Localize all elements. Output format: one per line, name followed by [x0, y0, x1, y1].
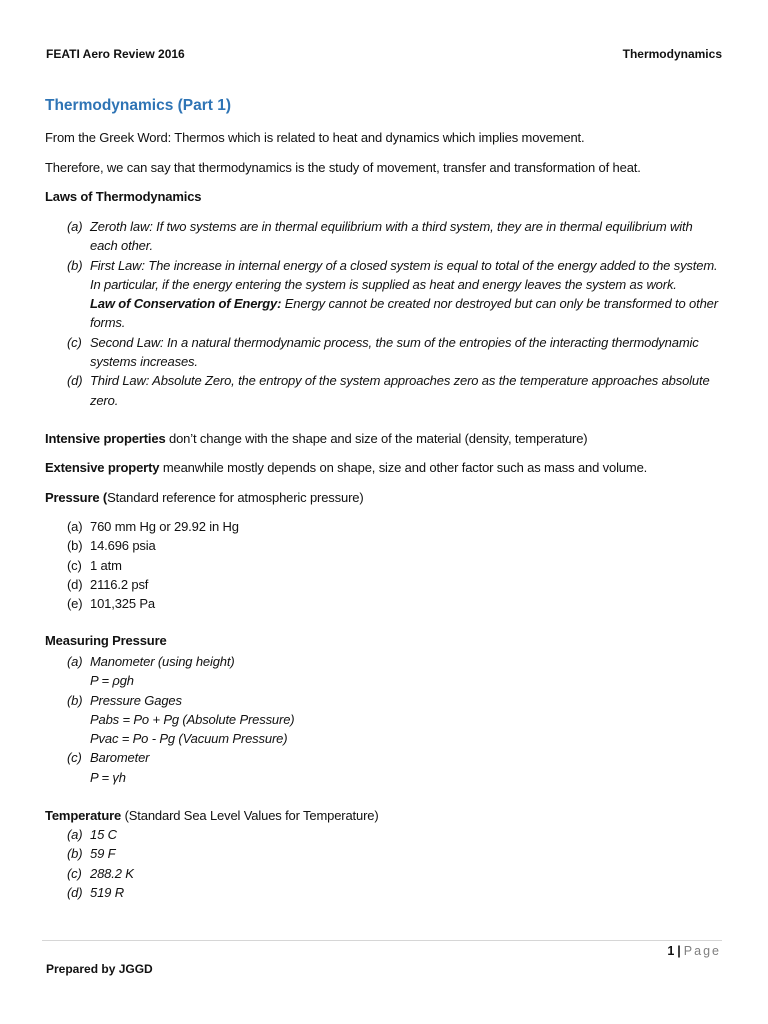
extensive-term: Extensive property: [45, 460, 160, 475]
footer-divider: [42, 940, 722, 941]
law-text: Zeroth law: If two systems are in thermal equilibrium with a third system, they are in thermal equilibrium with each other.: [90, 219, 693, 254]
list-item: [67, 536, 722, 555]
law-text: Second Law: In a natural thermodynamic process, the sum of the entropies of the interacting thermodynamic systems increases.: [90, 334, 699, 370]
page-number: [667, 944, 721, 958]
list-label: (b): [67, 846, 83, 862]
formula: P = γh: [90, 769, 126, 785]
pressure-value: 101,325 Pa: [90, 596, 156, 612]
list-label: (a): [67, 827, 83, 842]
page-separator: |: [677, 944, 681, 958]
list-item: [67, 844, 722, 863]
temperature-list: [67, 825, 722, 902]
list-label: (e): [67, 596, 83, 612]
list-item: [67, 883, 722, 902]
list-item: [67, 556, 722, 575]
list-item: [67, 652, 722, 691]
list-label: (d): [67, 576, 83, 592]
list-label: (d): [67, 373, 83, 389]
formula: Pabs = Po + Pg (Absolute Pressure): [90, 711, 295, 727]
list-label: (a): [67, 219, 83, 234]
law-item-second: [67, 333, 722, 372]
list-item: [67, 748, 722, 787]
pressure-value: 2116.2 psf: [90, 576, 149, 592]
extensive-text: meanwhile mostly depends on shape, size and other factor such as mass and volume.: [159, 460, 648, 475]
list-label: (c): [67, 865, 82, 881]
formula: P = ρgh: [90, 673, 134, 689]
list-label: (c): [67, 334, 82, 350]
law-body: [90, 256, 722, 333]
laws-heading: Laws of Thermodynamics: [45, 189, 202, 204]
list-label: (a): [67, 654, 83, 669]
intensive-text: don’t change with the shape and size of the material (density, temperature): [165, 431, 588, 446]
pressure-text: Standard reference for atmospheric pressure): [107, 490, 364, 505]
pressure-value: 1 atm: [90, 557, 122, 573]
temperature-text: (Standard Sea Level Values for Temperature): [121, 808, 379, 823]
measuring-method: Pressure Gages: [90, 692, 182, 708]
intro-paragraph-2: Therefore, we can say that thermodynamics is the study of movement, transfer and transformation of heat.: [45, 160, 641, 175]
pressure-list: [67, 517, 722, 613]
page-label: Page: [683, 944, 721, 958]
intensive-paragraph: [45, 429, 722, 448]
law-item-zeroth: [67, 217, 722, 256]
list-item: [67, 594, 722, 613]
intro-paragraph-1: From the Greek Word: Thermos which is related to heat and dynamics which implies movement.: [45, 130, 585, 145]
header-left: FEATI Aero Review 2016: [46, 47, 185, 61]
temperature-term: Temperature: [45, 808, 122, 823]
pressure-value: 14.696 psia: [90, 538, 156, 554]
temperature-value: 59 F: [90, 846, 116, 862]
list-label: (b): [67, 692, 83, 708]
measuring-list: [67, 652, 722, 787]
list-label: (c): [67, 750, 82, 766]
conservation-term: Law of Conservation of Energy:: [90, 296, 282, 312]
list-label: (d): [67, 884, 83, 900]
temperature-paragraph: [45, 806, 722, 825]
header-right: Thermodynamics: [622, 47, 722, 61]
pressure-paragraph: [45, 488, 722, 507]
law-item-first: [67, 256, 722, 333]
document-title: Thermodynamics (Part 1): [45, 97, 232, 114]
list-label: (c): [67, 557, 82, 573]
law-text: First Law: The increase in internal energy of a closed system is equal to total of the energy added to the system. In particular, if the energy entering the system is supplied as heat and energy leaves the system as work.: [90, 257, 718, 292]
page-number-value: 1: [667, 944, 675, 958]
temperature-value: 519 R: [90, 884, 124, 900]
list-label: (a): [67, 519, 83, 534]
laws-list: [67, 217, 722, 410]
temperature-value: 15 C: [90, 827, 117, 842]
list-label: (b): [67, 257, 83, 273]
intensive-term: Intensive properties: [45, 431, 166, 446]
law-text: Third Law: Absolute Zero, the entropy of the system approaches zero as the temperature approaches absolute zero.: [90, 373, 710, 408]
list-item: [67, 517, 722, 536]
list-item: [67, 825, 722, 844]
list-item: [67, 864, 722, 883]
law-item-third: [67, 371, 722, 410]
prepared-by: Prepared by JGGD: [46, 962, 153, 976]
measuring-heading: Measuring Pressure: [45, 633, 167, 648]
list-label: (b): [67, 538, 83, 554]
formula: Pvac = Po - Pg (Vacuum Pressure): [90, 731, 288, 747]
temperature-value: 288.2 K: [90, 865, 134, 881]
measuring-method: Manometer (using height): [90, 654, 235, 669]
list-item: [67, 691, 722, 749]
list-item: [67, 575, 722, 594]
measuring-method: Barometer: [90, 750, 150, 766]
pressure-value: 760 mm Hg or 29.92 in Hg: [90, 519, 239, 534]
extensive-paragraph: [45, 458, 722, 477]
pressure-term: Pressure (: [45, 490, 108, 505]
conservation-text: Energy cannot be created nor destroyed but can only be transformed to other forms.: [90, 296, 718, 331]
